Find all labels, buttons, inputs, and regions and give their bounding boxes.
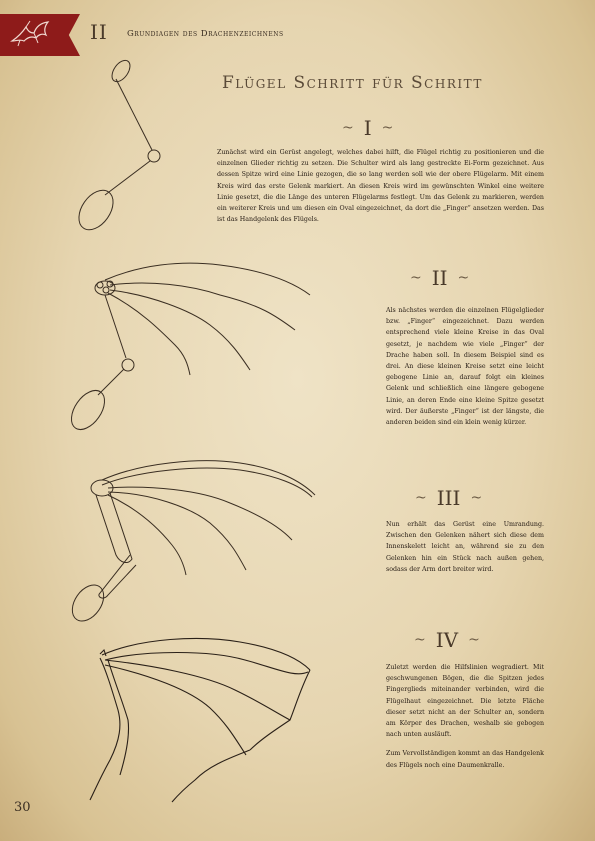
chapter-title: Grundiagen des Drachenzeichnens [127, 29, 284, 39]
step-4-text: Zuletzt werden die Hilfslinien wegradiert. Mit geschwungenen Bögen, die die Spitzen jedes Fingerglieds miteinander verbinden, wird die Flügelhaut eingezeichnet. Die letzte Fläche dieser setzt nicht an der Schulter an, sondern am Körper des Drachen, weshalb sie gebogen nach unten ausläuft. Zum Vervollständigen kommt an das Handgelenk des Flügels noch eine Daumenkralle. [386, 664, 544, 769]
chapter-number: II [90, 20, 108, 44]
step-1-text: Zunächst wird ein Gerüst angelegt, welches dabei hilft, die Flügel richtig zu positionieren und die einzelnen Glieder richtig zu setzen. Die Schulter wird als lang gestreckte Ei-Form gezeichnet. Aus dessen Spitze wird eine Linie gezogen, die so lang werden soll wie der obere Flügelarm. Mit einem Kreis wird das erste Gelenk markiert. An diesen Kreis wird im gewünschten Winkel eine weitere Linie gesetzt, die die Länge des unteren Flügelarms festlegt. Um das Gelenk zu markieren, werden ein weiterer Kreis und um diesen ein Oval eingezeichnet, da dort die „Finger“ ansetzen werden. Das ist das Handgelenk des Flügels. [217, 149, 544, 224]
wing-sketch-step-1 [60, 55, 180, 255]
step-3-numeral: III [436, 486, 461, 510]
step-2-heading: ~ II ~ [410, 266, 470, 290]
ornament-right: ~ [381, 120, 394, 136]
step-4-heading: ~ IV ~ [414, 628, 480, 652]
dragon-icon [8, 19, 56, 49]
step-1-numeral: I [363, 116, 372, 140]
wing-sketch-step-3 [60, 455, 320, 630]
step-2-text: Als nächstes werden die einzelnen Flügelglieder bzw. „Finger“ eingezeichnet. Dazu werden entsprechend viele kleine Kreise in das Oval gesetzt, je nachdem wie viele „Finger“ der Drache haben soll. In diesem Beispiel sind es drei. An diese kleinen Kreise setzt eine leicht gebogene Linie an, darauf folgt ein kleines Gelenk und schließlich eine längere gebogene Linie, an deren Ende eine kleine Spitze gesetzt wird. Der äußerste „Finger“ ist der längste, die anderen beiden sind ein klein wenig kürzer. [386, 307, 544, 427]
step-2-numeral: II [431, 266, 448, 290]
step-1-heading [342, 116, 393, 140]
page-number: 30 [14, 800, 31, 815]
step-3-heading: ~ III ~ [415, 486, 483, 510]
ornament-left: ~ [342, 120, 354, 136]
step-4-numeral: IV [435, 628, 459, 652]
chapter-banner [0, 14, 80, 56]
page-title: Flügel Schritt für Schritt [222, 73, 483, 93]
step-3-text: Nun erhält das Gerüst eine Umrandung. Zwischen den Gelenken nähert sich diese dem Innenskelett leicht an, während sie zu den Gelenken hin ein Stück nach außen gehen, sodass der Arm dort breiter wird. [386, 521, 544, 573]
wing-sketch-step-2 [60, 255, 320, 435]
wing-sketch-step-4 [60, 630, 320, 805]
